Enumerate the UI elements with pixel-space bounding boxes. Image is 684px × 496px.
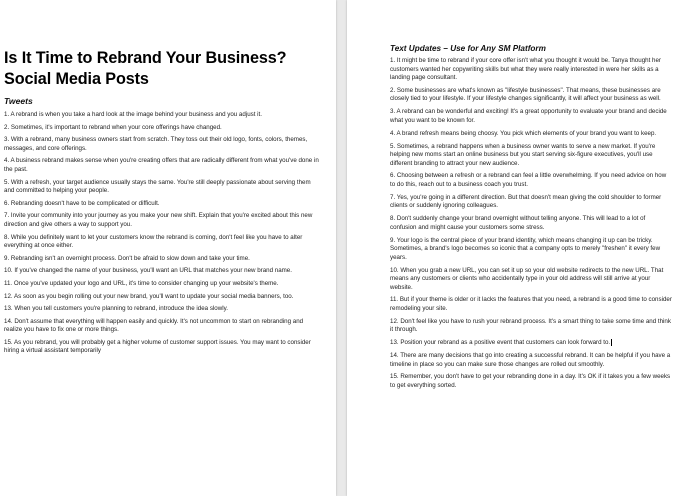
text-update-item-14: 14. There are many decisions that go into creating a successful rebrand. It can be helpful if you have a timeline in place so you can make sure those changes are rolled out smoothly. xyxy=(390,352,671,368)
tweet-item-9: 9. Rebranding isn't an overnight process. Don't be afraid to slow down and take your time. xyxy=(4,254,250,262)
tweet-item-4: 4. A business rebrand makes sense when you're creating offers that are radically different from what you've done in the past. xyxy=(4,157,319,173)
tweet-item-11: 11. Once you've updated your logo and URL, it's time to consider changing up your website's theme. xyxy=(4,279,279,287)
tweet-item-15: 15. As you rebrand, you will probably get a higher volume of customer support issues. You may want to consider hiring a virtual assistant temporarily xyxy=(4,338,311,355)
tweet-item-5: 5. With a refresh, your target audience usually stays the same. You're still deeply passionate about serving them and committed to helping your people. xyxy=(4,178,311,195)
section-heading-text-updates: Text Updates – Use for Any SM Platform xyxy=(390,44,546,53)
text-update-item-5: 5. Sometimes, a rebrand happens when a business owner wants to serve a new market. If you're helping new moms start an online business but you start serving six-figure executives, you'll use different branding to attract your new audience. xyxy=(390,142,656,167)
section-heading-tweets: Tweets xyxy=(4,96,33,106)
text-update-item-6: 6. Choosing between a refresh or a rebrand can feel a little overwhelming. If you need advice on how to do this, reach out to a business coach you trust. xyxy=(390,172,667,188)
text-update-item-9: 9. Your logo is the central piece of your brand identity, which means changing it up can be tricky. Sometimes, a brand's logo becomes so iconic that a company opts to merely "freshen" it every few years. xyxy=(390,236,661,261)
tweet-item-8: 8. While you definitely want to let your customers know the rebrand is coming, don't feel like you have to alter everything at once either. xyxy=(4,233,303,250)
text-update-item-11: 11. But if your theme is older or it lacks the features that you need, a rebrand is a good time to consider remodeling your site. xyxy=(390,296,672,312)
document-title: Is It Time to Rebrand Your Business? Social Media Posts xyxy=(4,49,287,88)
tweet-item-1: 1. A rebrand is when you take a hard look at the image behind your business and you adjust it. xyxy=(4,111,262,118)
tweet-item-6: 6. Rebranding doesn't have to be complicated or difficult. xyxy=(4,199,160,207)
text-update-item-8: 8. Don't suddenly change your brand overnight without telling anyone. This will lead to a lot of confusion and might cause your customers some stress. xyxy=(390,215,646,231)
tweet-item-12: 12. As soon as you begin rolling out your new brand, you'll want to update your social media banners, too. xyxy=(4,292,294,300)
text-update-item-12: 12. Don't feel like you have to rush your rebrand process. It's a smart thing to take some time and think it through. xyxy=(390,317,671,334)
text-update-item-4: 4. A brand refresh means being choosy. You pick which elements of your brand you want to keep. xyxy=(390,129,657,137)
text-update-item-2: 2. Some businesses are what's known as "lifestyle businesses". That means, these businesses are closely tied to your lifestyle. If your lifestyle changes significantly, it will affect your business as well. xyxy=(390,86,661,103)
text-update-item-3: 3. A rebrand can be wonderful and exciting! It's a great opportunity to evaluate your brand and decide what you want to be known for. xyxy=(390,108,667,124)
text-update-item-13-text: 13. Position your rebrand as a positive event that customers can look forward to. xyxy=(390,339,611,347)
text-cursor xyxy=(611,339,612,346)
text-update-item-15: 15. Remember, you don't have to get your rebranding done in a day. It's OK if it takes you a few weeks to get everything sorted. xyxy=(390,373,671,389)
tweet-item-10: 10. If you've changed the name of your business, you'll want an URL that matches your new brand name. xyxy=(4,267,292,275)
tweet-item-13: 13. When you tell customers you're planning to rebrand, introduce the idea slowly. xyxy=(4,305,228,313)
tweet-item-14: 14. Don't assume that everything will happen easily and quickly. It's not uncommon to start on rebranding and realize you have to fix one or more things. xyxy=(4,317,304,334)
tweet-item-7: 7. Invite your community into your journey as you make your new shift. Explain that you're excited about this new direction and give others a way to support you. xyxy=(4,212,313,228)
tweet-item-3: 3. With a rebrand, many business owners start from scratch. They toss out their old logo, fonts, colors, themes, messages, and core offerings. xyxy=(4,136,308,152)
document-page-right xyxy=(347,0,684,496)
tweet-item-2: 2. Sometimes, it's important to rebrand when your core offerings have changed. xyxy=(4,123,222,131)
text-update-item-13[interactable] xyxy=(390,339,672,348)
text-update-item-7: 7. Yes, you're going in a different direction. But that doesn't mean giving the cold shoulder to former clients or suddenly ignoring colleagues. xyxy=(390,193,662,210)
document-page-left xyxy=(0,0,336,496)
text-update-item-10: 10. When you grab a new URL, you can set it up so your old website redirects to the new URL. That means any customers or clients who accidentally type in your old address will still arrive at your website. xyxy=(390,266,664,291)
text-update-item-1: 1. It might be time to rebrand if your core offer isn't what you thought it would be. Tanya thought her customers wanted her copywriting skills but what they were really interested in were her skills as a landing page consultant. xyxy=(390,57,661,81)
